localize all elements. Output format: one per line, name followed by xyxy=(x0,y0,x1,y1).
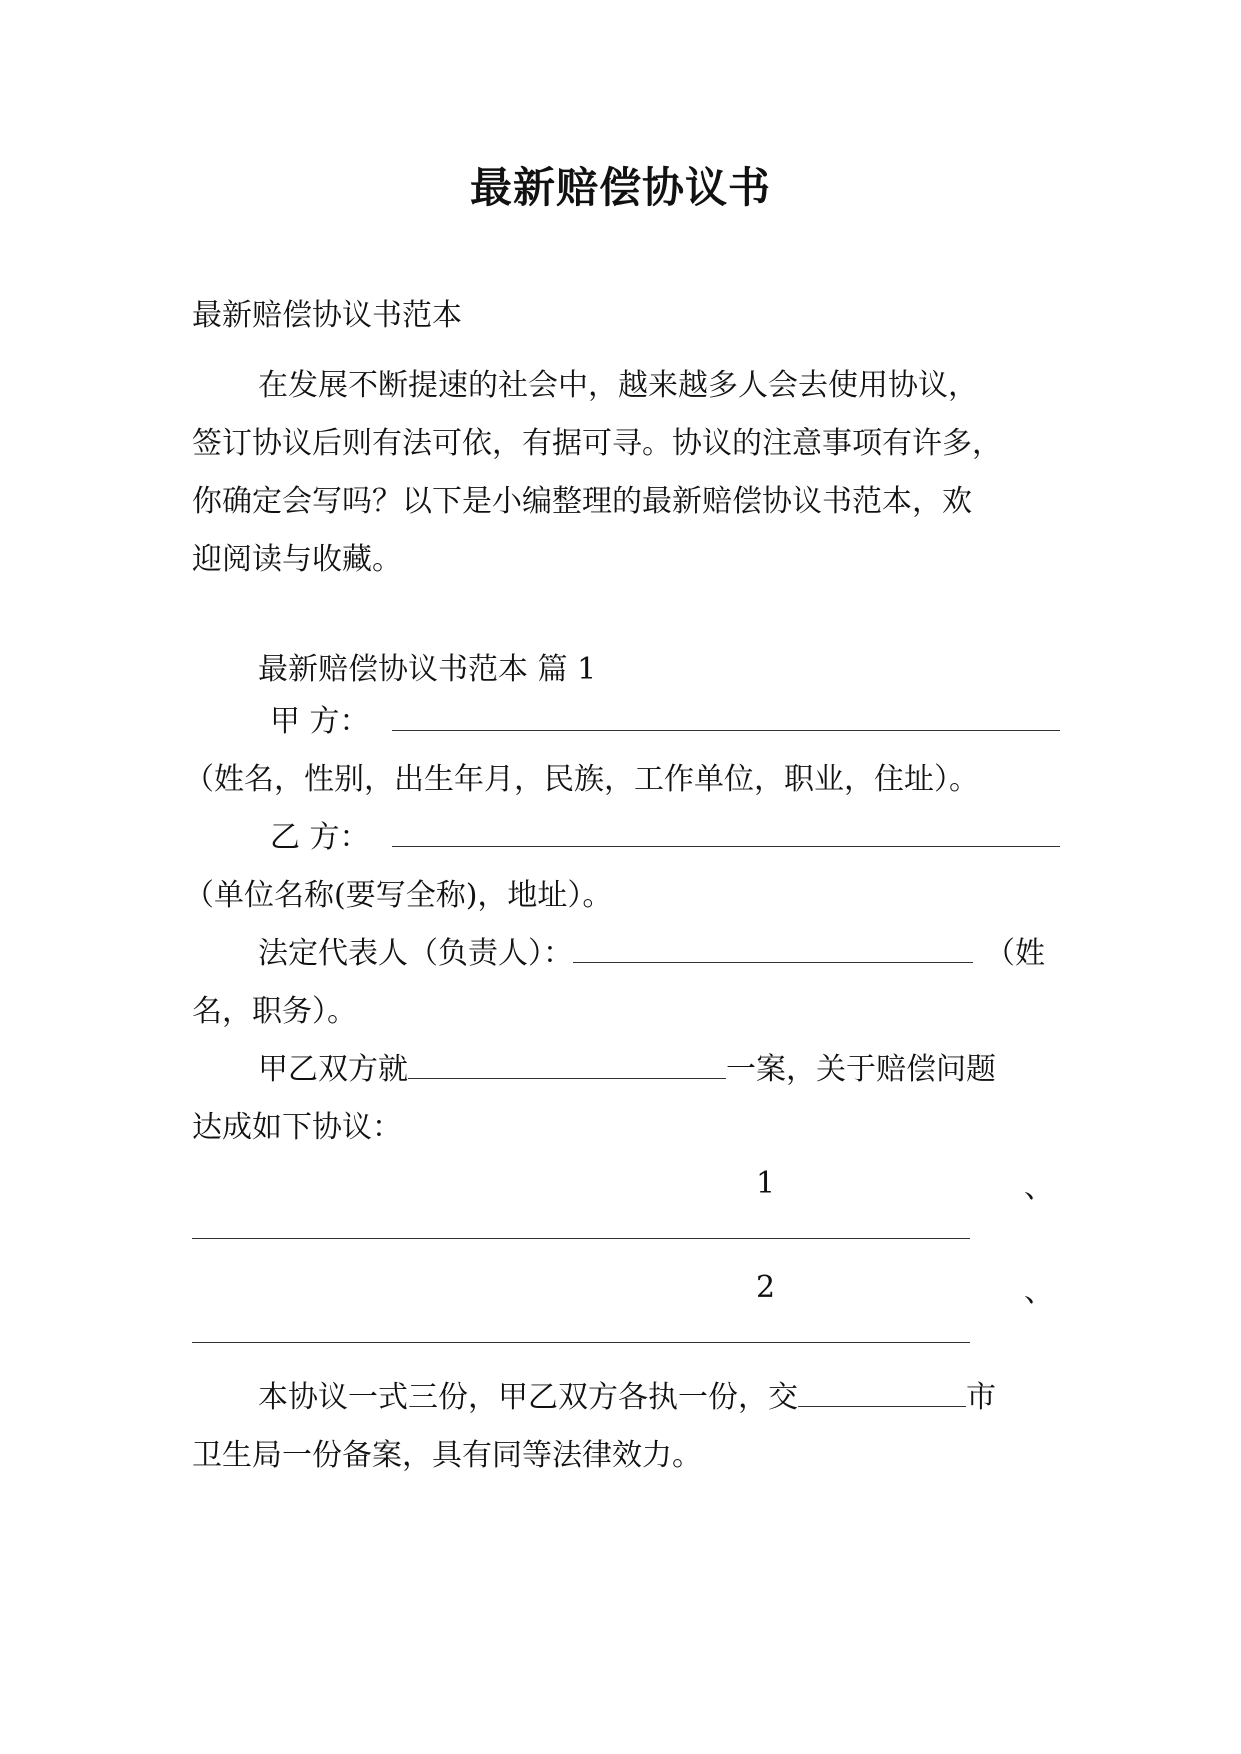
intro-line-4: 迎阅读与收藏。 xyxy=(192,542,402,577)
item-1-blank xyxy=(192,1238,970,1239)
party-a-note: （姓名，性别，出生年月，民族，工作单位，职业，住址）。 xyxy=(184,762,979,797)
subtitle: 最新赔偿协议书范本 xyxy=(192,298,462,333)
party-b-blank xyxy=(392,820,1060,847)
agree-blank xyxy=(408,1052,726,1079)
legal-rep-line xyxy=(258,934,1045,974)
document-title: 最新赔偿协议书 xyxy=(469,163,771,212)
intro-line-3: 你确定会写吗？以下是小编整理的最新赔偿协议书范本，欢 xyxy=(192,484,972,519)
intro-line-2: 签订协议后则有法可依，有据可寻。协议的注意事项有许多， xyxy=(192,426,1002,461)
copies-blank xyxy=(798,1380,966,1407)
party-b-label: 乙 方： xyxy=(270,820,370,855)
party-a-line xyxy=(270,702,1060,742)
party-b-line xyxy=(270,818,1060,858)
item-2-blank xyxy=(192,1342,970,1343)
item-2-number: 2 xyxy=(756,1270,776,1305)
party-a-label: 甲 方： xyxy=(270,704,370,739)
legal-rep-suffix: （姓 xyxy=(985,936,1045,971)
legal-rep-blank xyxy=(573,936,973,963)
legal-rep-label: 法定代表人（负责人）： xyxy=(258,936,573,971)
item-1-number: 1 xyxy=(756,1166,776,1201)
agree-cont: 达成如下协议： xyxy=(192,1110,402,1145)
copies-line xyxy=(258,1378,996,1418)
agree-prefix: 甲乙双方就 xyxy=(258,1052,408,1087)
item-2-separator: 、 xyxy=(1024,1274,1054,1309)
item-1-separator: 、 xyxy=(1024,1170,1054,1205)
intro-line-1: 在发展不断提速的社会中，越来越多人会去使用协议， xyxy=(258,368,978,403)
copies-cont: 卫生局一份备案，具有同等法律效力。 xyxy=(192,1438,702,1473)
party-a-blank xyxy=(392,704,1060,731)
section-heading: 最新赔偿协议书范本 篇 1 xyxy=(258,652,597,687)
agree-line xyxy=(258,1050,996,1090)
copies-prefix: 本协议一式三份，甲乙双方各执一份，交 xyxy=(258,1380,798,1415)
party-b-note: （单位名称(要写全称)，地址）。 xyxy=(184,878,613,913)
copies-suffix: 市 xyxy=(966,1380,996,1415)
legal-rep-cont: 名，职务）。 xyxy=(192,994,357,1029)
agree-suffix: 一案，关于赔偿问题 xyxy=(726,1052,996,1087)
